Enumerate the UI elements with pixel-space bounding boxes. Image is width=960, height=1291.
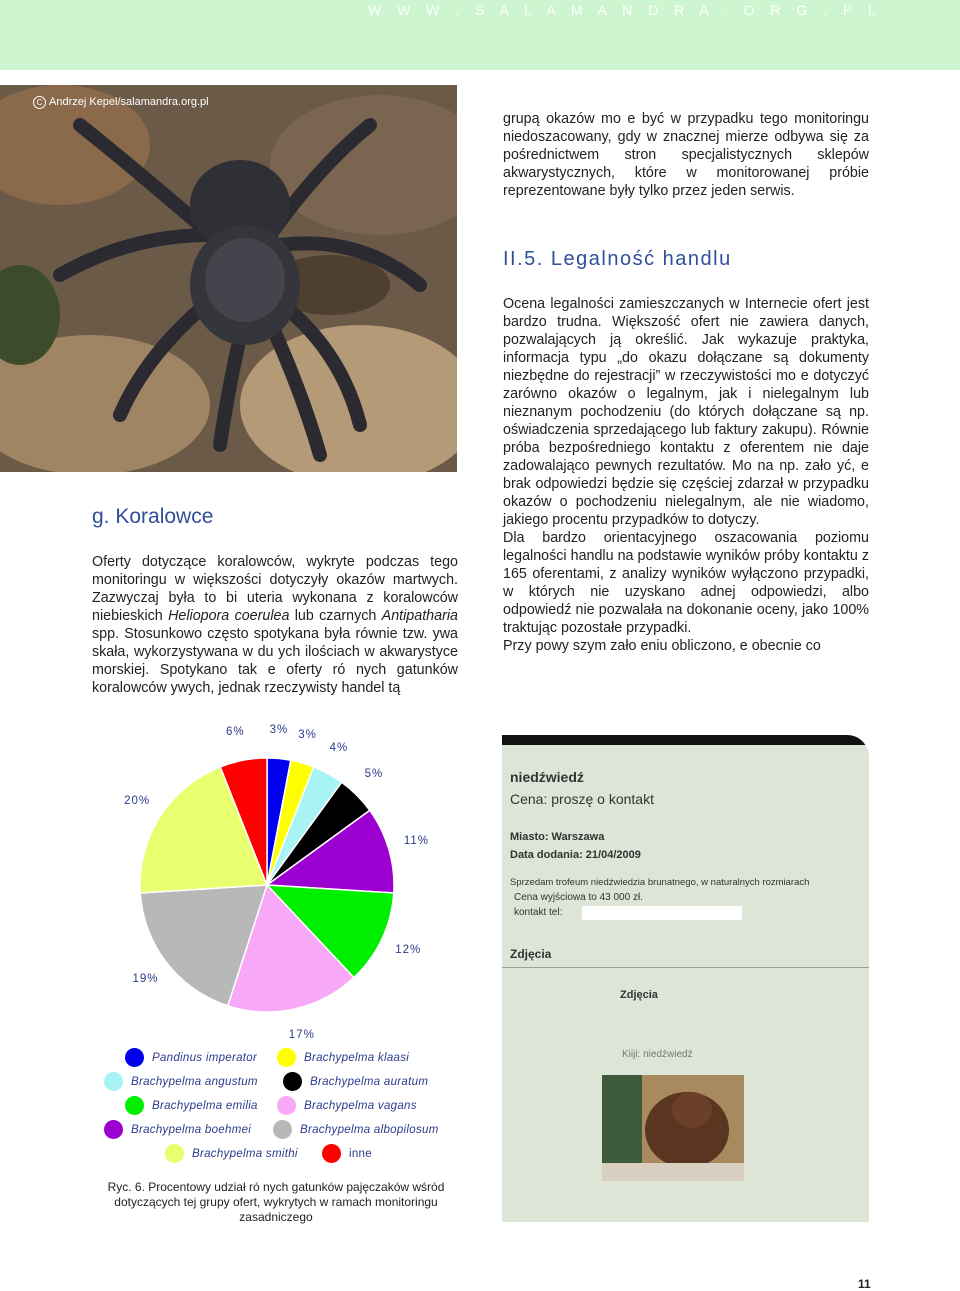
legend-item (322, 1144, 372, 1163)
photo-credit (33, 96, 209, 109)
koralowce-text-1: Oferty dotyczące koralowców, wykryte podczas tego monitoringu w większości dotyczyły okazów martwych. Zazwyczaj była to bi uteria wykonana z koralowców niebieskich (92, 554, 458, 624)
species-antipatharia: Antipatharia (381, 608, 458, 624)
ss-divider (502, 967, 869, 968)
bear-trophy-image (602, 1075, 744, 1181)
legend-swatch (277, 1048, 296, 1067)
legend-item (104, 1072, 258, 1091)
pie-chart (0, 730, 500, 1040)
koralowce-text-2: lub czarnych (289, 608, 382, 624)
ss-description: Sprzedam trofeum niedźwiedzia brunatnego, w naturalnych rozmiarach (510, 877, 810, 888)
pie-label: 17% (288, 1029, 315, 1042)
ss-price-start: Cena wyjściowa to 43 000 zł. (514, 892, 643, 903)
legend-label: Brachypelma albopilosum (300, 1123, 439, 1136)
koralowce-paragraph (92, 553, 458, 697)
pie-label: 19% (132, 973, 159, 985)
ss-date: Data dodania: 21/04/2009 (510, 849, 641, 861)
figure-caption: Ryc. 6. Procentowy udział ró nych gatunków pajęczaków wśród dotyczących tej grupy ofert, wykrytych w ramach monitoringu zasadniczego (107, 1180, 445, 1224)
species-heliopora: Heliopora coerulea (168, 608, 290, 624)
right-column-intro (503, 110, 869, 200)
pie-label: 6% (225, 725, 245, 738)
bear-illustration (602, 1075, 744, 1181)
ss-photos-1: Zdjęcia (510, 947, 552, 961)
legend-label: Brachypelma boehmei (131, 1123, 252, 1136)
tarantula-photo (0, 85, 457, 472)
legend-swatch (283, 1072, 302, 1091)
pie-label: 3% (298, 729, 317, 742)
ss-title: niedźwiedź (510, 769, 584, 785)
legend-label: Brachypelma vagans (304, 1099, 417, 1112)
koralowce-text-3: spp. Stosunkowo często spotykana była równie tzw. ywa skała, wykorzystywana w du ych ilościach w akwarystyce morskiej. Spotykano tak e oferty ró nych gatunków koralowców ywych, jednak rzeczywisty handel tą (92, 626, 458, 696)
left-column-text (92, 553, 458, 697)
legend-item (125, 1048, 257, 1067)
legend-swatch (165, 1144, 184, 1163)
pie-label: 20% (124, 794, 151, 807)
legend-item (165, 1144, 298, 1163)
tarantula-illustration (0, 85, 457, 472)
legend-swatch (322, 1144, 341, 1163)
screenshot-top-bar (502, 735, 869, 745)
pie-label: 3% (269, 723, 289, 736)
offer-screenshot (502, 735, 869, 1222)
legend-swatch (104, 1120, 123, 1139)
page-number: 11 (858, 1277, 871, 1291)
legend-label: inne (349, 1147, 372, 1160)
legend-item (277, 1096, 417, 1115)
legend-swatch (273, 1120, 292, 1139)
ss-contact: kontakt tel: (514, 907, 563, 918)
legend-swatch (277, 1096, 296, 1115)
legend-item (104, 1120, 251, 1139)
legality-paragraph-3: Przy powy szym zało eniu obliczono, e obecnie co (503, 638, 821, 654)
legality-paragraph-2: Dla bardzo orientacyjnego oszacowania poziomu legalności handlu na podstawie wyników próby kontaktu z 165 oferentami, z analizy wyników wyłączono przypadki, w których nie uzyskano adnej odpowiedzi, albo odpowiedź nie pozwalała na dokonanie oceny, jako 100% traktując pozostałe przypadki. (503, 530, 869, 636)
legend-label: Brachypelma emilia (152, 1099, 258, 1112)
legend-label: Brachypelma angustum (131, 1075, 258, 1088)
legend-swatch (125, 1048, 144, 1067)
copyright-icon: C (33, 96, 46, 109)
legend-item (125, 1096, 258, 1115)
pie-label: 4% (329, 742, 349, 755)
ss-price: Cena: proszę o kontakt (510, 791, 654, 807)
site-url: W W W . S A L A M A N D R A . O R G . P L (368, 2, 882, 18)
legality-paragraph-1: Ocena legalności zamieszczanych w Internecie ofert jest bardzo trudna. Większość ofert nie zawiera danych, pozwalających ją określić. Jak wykazuje praktyka, informacja typu „do okazu dołączane są dokumenty niezbędne do rejestracji” w rzeczywistości mo e dotyczyć zarówno okazów o legalnym, jak i nielegalnym lub nieznanym pochodzeniu (do których dołączane są np. oświadczenia sprzedającego lub faktury zakupu). Równie próba bezpośredniego kontaktu z oferentem nie daje zadowalająco pewnych rezultatów. Mo na np. zało yć, e brak odpowiedzi będzie się częściej zdarzał w przypadku okazów o pochodzeniu nielegalnym, ale nie wiadomo, jakiego procentu przypadków to dotyczy. (503, 296, 869, 528)
legend-item (277, 1048, 409, 1067)
ss-redacted-phone (582, 906, 742, 920)
right-column-body (503, 295, 869, 655)
intro-paragraph: grupą okazów mo e być w przypadku tego monitoringu niedoszacowany, gdy w znacznej mierze odbywa się za pośrednictwem stron specjalistycznych sklepów akwarystycznych, które w monitorowanej próbie reprezentowane były tylko przez jeden serwis. (503, 111, 869, 199)
legend-label: Brachypelma auratum (310, 1075, 429, 1088)
section-title-legalnosc: II.5. Legalność handlu (503, 248, 732, 270)
header-band (0, 0, 960, 70)
legend-item (283, 1072, 428, 1091)
ss-gallery-label: Kiiji: niedźwiedź (622, 1049, 693, 1060)
ss-city: Miasto: Warszawa (510, 831, 605, 843)
legend-item (273, 1120, 439, 1139)
section-title-koralowce: g. Koralowce (92, 505, 214, 528)
legend-swatch (125, 1096, 144, 1115)
photo-credit-text: Andrzej Kepel/salamandra.org.pl (49, 96, 209, 108)
legend-label: Pandinus imperator (152, 1051, 258, 1064)
pie-label: 11% (403, 834, 430, 847)
pie-label: 12% (395, 943, 422, 956)
legend-label: Brachypelma klaasi (304, 1051, 410, 1064)
ss-photos-2: Zdjęcia (620, 989, 658, 1001)
legend-swatch (104, 1072, 123, 1091)
legend-label: Brachypelma smithi (192, 1147, 298, 1160)
pie-label: 5% (364, 768, 384, 781)
